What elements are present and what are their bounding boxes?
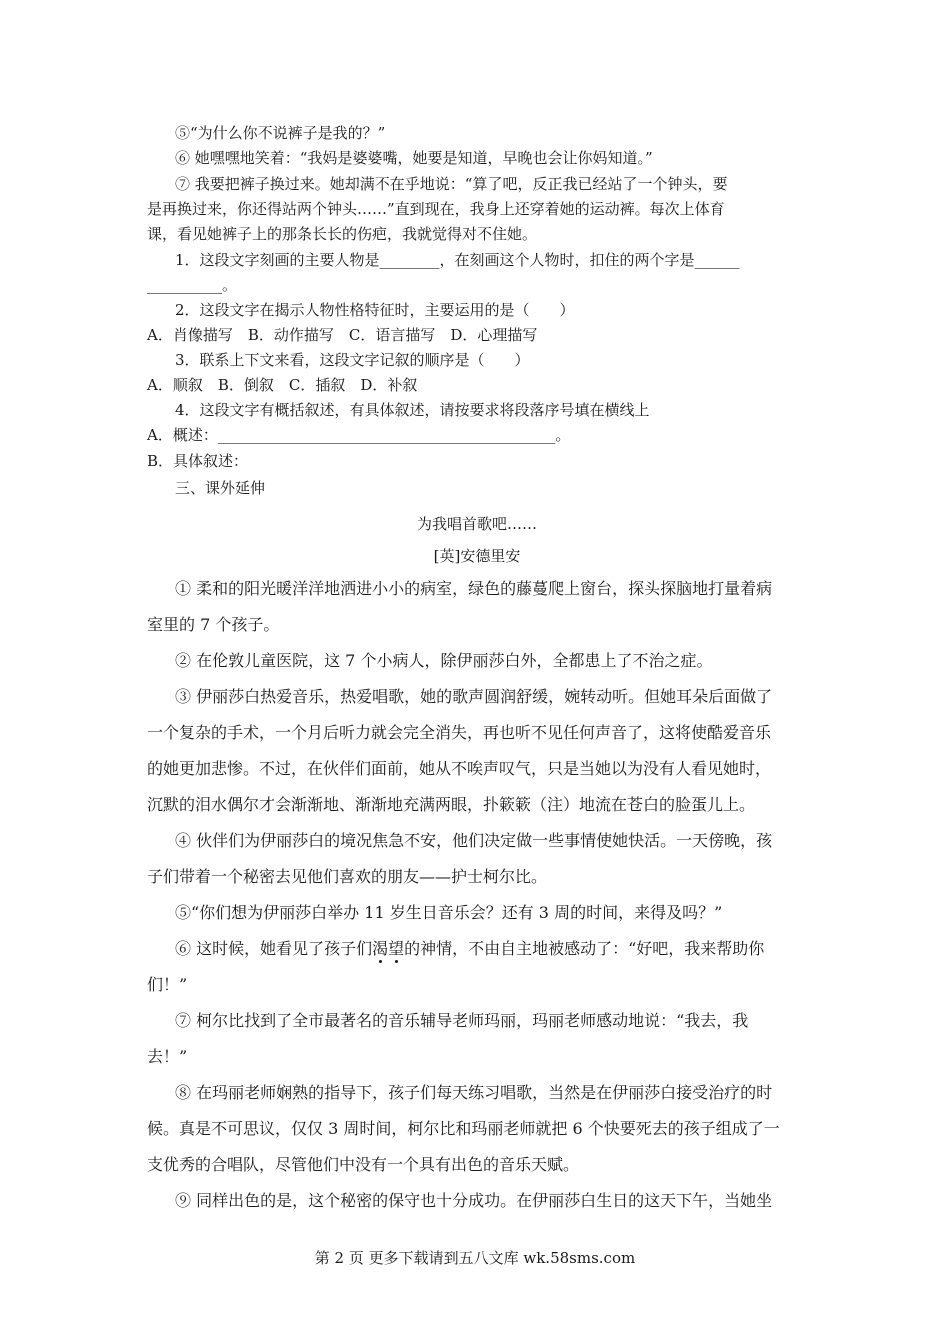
question-1-line1: 1．这段文字刻画的主要人物是________，在刻画这个人物时，扣住的两个字是______ [175,251,740,269]
article-p6-text: ⑥ 这时候，她看见了孩子们 [175,939,373,958]
article-title: 为我唱首歌吧…… [416,515,537,533]
article-p8-line3: 支优秀的合唱队，尽管他们中没有一个具有出色的音乐天赋。 [147,1155,580,1174]
paragraph-6: ⑥ 她嘿嘿地笑着：“我妈是婆婆嘴，她要是知道，早晚也会让你妈知道。” [175,149,653,167]
article-p4-line1: ④ 伙伴们为伊丽莎白的境况焦急不安，他们决定做一些事情使她快活。一天傍晚，孩 [175,831,773,850]
article-p2: ② 在伦敦儿童医院，这 7 个小病人，除伊丽莎白外，全都患上了不治之症。 [175,651,713,670]
article-p6-text: 的神情，不由自主地被感动了：“好吧，我来帮助你 [404,939,765,958]
question-4-a: A．概述：_____________________________________________。 [147,426,571,444]
article-p1-line2: 室里的 7 个孩子。 [147,615,280,634]
article-p7-line2: 去！” [147,1047,188,1066]
question-4-b: B．具体叙述： [147,452,249,470]
article-p5: ⑤“你们想为伊丽莎白举办 11 岁生日音乐会？还有 3 周的时间，来得及吗？” [175,903,723,922]
question-2-options: A．肖像描写 B．动作描写 C．语言描写 D．心理描写 [147,326,538,344]
article-p4-line2: 子们带着一个秘密去见他们喜欢的朋友——护士柯尔比。 [147,867,548,886]
article-p8-line2: 候。真是不可思议，仅仅 3 周时间，柯尔比和玛丽老师就把 6 个快要死去的孩子组成了一 [147,1119,780,1138]
article-p3-line2: 一个复杂的手术，一个月后听力就会完全消失，再也听不见任何声音了，这将使酷爱音乐 [147,723,772,742]
question-3: 3．联系上下文来看，这段文字记叙的顺序是（ ） [175,351,530,369]
paragraph-7-line2: 是再换过来，你还得站两个钟头……”直到现在，我身上还穿着她的运动裤。每次上体育 [147,200,725,218]
question-2: 2．这段文字在揭示人物性格特征时，主要运用的是（ ） [175,301,575,319]
section-heading: 三、课外延伸 [175,479,266,497]
paragraph-7-line1: ⑦ 我要把裤子换过来。她却满不在乎地说：“算了吧，反正我已经站了一个钟头，要 [175,175,728,193]
article-p3-line4: 沉默的泪水偶尔才会渐渐地、渐渐地充满两眼，扑簌簌（注）地流在苍白的脸蛋儿上。 [147,795,756,814]
article-p3-line1: ③ 伊丽莎白热爱音乐，热爱唱歌，她的歌声圆润舒缓，婉转动听。但她耳朵后面做了 [175,687,773,706]
emphasis-char: 望 [388,939,405,958]
question-3-options: A．顺叙 B．倒叙 C．插叙 D．补叙 [147,376,418,394]
article-p8-line1: ⑧ 在玛丽老师娴熟的指导下，孩子们每天练习唱歌，当然是在伊丽莎白接受治疗的时 [175,1083,773,1102]
emphasis-char: 渴 [372,939,389,958]
page-footer: 第 2 页 更多下载请到五八文库 wk.58sms.com [314,1249,636,1267]
paragraph-7-line3: 课，看见她裤子上的那条长长的伤疤，我就觉得对不住她。 [147,225,538,243]
article-p6-line2: 们！” [147,975,188,994]
question-4: 4．这段文字有概括叙述，有具体叙述，请按要求将段落序号填在横线上 [175,401,650,419]
article-p6-line1 [147,938,807,960]
paragraph-5: ⑤“为什么你不说裤子是我的？” [175,124,386,142]
article-p7-line1: ⑦ 柯尔比找到了全市最著名的音乐辅导老师玛丽，玛丽老师感动地说：“我去，我 [175,1011,749,1030]
question-1-line2: __________。 [147,276,238,294]
article-author: [英]安德里安 [433,547,521,565]
article-p9-line1: ⑨ 同样出色的是，这个秘密的保守也十分成功。在伊丽莎白生日的这天下午，当她坐 [175,1191,773,1210]
article-p1-line1: ① 柔和的阳光暖洋洋地洒进小小的病室，绿色的藤蔓爬上窗台，探头探脑地打量着病 [175,579,773,598]
article-p3-line3: 的她更加悲惨。不过，在伙伴们面前，她从不唉声叹气，只是当她以为没有人看见她时， [147,759,772,778]
